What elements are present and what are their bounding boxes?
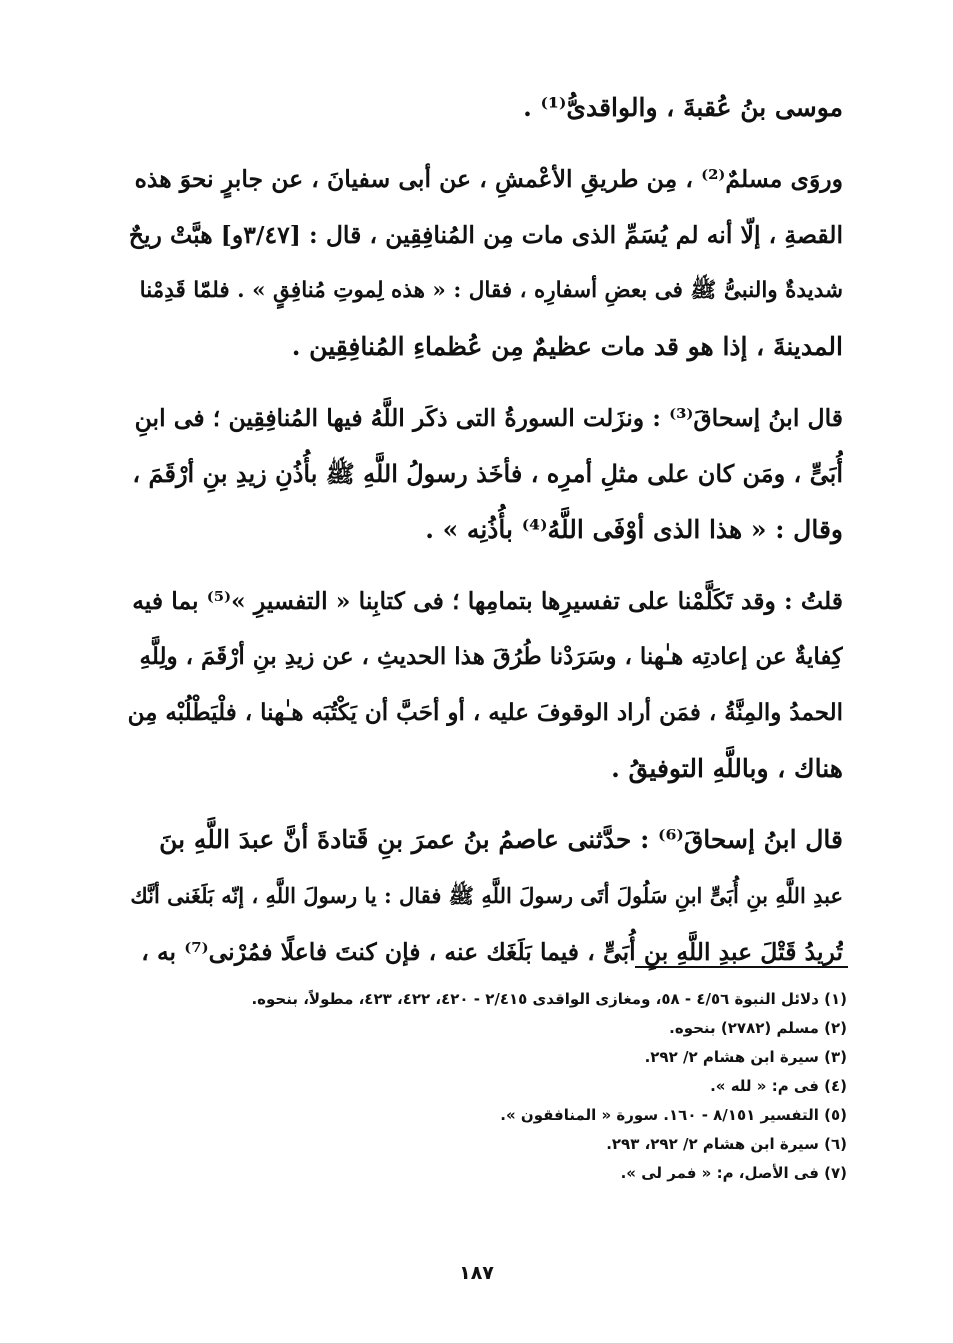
footnotes [127, 985, 847, 1188]
text-line: موسى بنُ عُقبةَ ، والواقدىُّ⁽¹⁾ . [523, 93, 843, 122]
text-line: عبدِ اللَّهِ بنِ أُبَىٍّ ابنِ سَلُولَ أتَى رسولَ اللَّهِ ﷺ فقال : يا رسولَ اللَّهِ ، إنّه بَلَغَنى أنَّك [130, 883, 843, 908]
footnote-separator [635, 966, 848, 968]
text-line: الحمدُ والمِنَّةُ ، فمَن أراد الوقوفَ عليه ، أو أحَبَّ أن يَكْتُبَه هـٰهنا ، فلْيَطْلُبْه مِن [128, 699, 843, 726]
text-line: قال ابنُ إسحاقَ⁽³⁾ : ونزَلت السورةُ التى ذكَر اللَّهُ فيها المُنافِقِين ؛ فى ابنِ [134, 404, 843, 432]
footnote: (١) دلائل النبوة ٤/٥٦ - ٥٨، ومغازى الواقدى ٢/٤١٥ - ٤٢٠، ٤٢٢، ٤٢٣، مطولاً، بنحوه. [251, 990, 847, 1008]
text-line: وروَى مسلمٌ⁽²⁾ ، مِن طريقِ الأعْمشِ ، عن أبى سفيانَ ، عن جابرٍ نحوَ هذه [134, 165, 843, 193]
text-line: هناك ، وباللَّهِ التوفيقُ . [611, 754, 843, 783]
paragraph [128, 80, 843, 136]
text-line: قال ابنُ إسحاقَ⁽⁶⁾ : حدَّثنى عاصمُ بنُ عمرَ بنِ قَتادةَ أنَّ عبدَ اللَّهِ بنَ [159, 825, 843, 854]
footnote: (٥) التفسير ٨/١٥١ - ١٦٠. سورة « المنافقون ». [500, 1106, 847, 1124]
paragraph [128, 573, 843, 797]
footnote: (٧) فى الأصل، م: « فمر لى ». [620, 1164, 847, 1182]
paragraph [128, 390, 843, 558]
footnote: (٤) فى م: « لله ». [710, 1077, 847, 1095]
text-line: القصةِ ، إلّا أنه لم يُسَمِّ الذى مات مِن المُنافِقِين ، قال : [٣/٤٧و] هبَّتْ ريحٌ [128, 221, 843, 249]
text-line: المدينةَ ، إذا هو قد مات عظيمٌ مِن عُظماءِ المُنافِقِين . [291, 332, 843, 361]
footnote: (٢) مسلم (٢٧٨٢) بنحوه. [669, 1019, 847, 1037]
text-line: كِفايةٌ عن إعادتِه هـٰهنا ، وسَرَدْنا طُرُقَ هذا الحديثِ ، عن زيدِ بنِ أرْقَمَ ، ولِلَّهِ [139, 643, 843, 670]
page-number: ١٨٧ [459, 1262, 494, 1284]
text-line: قلتُ : وقد تَكَلَّمْنا على تفسيرِها بتمامِها ؛ فى كتابِنا « التفسيرِ »⁽⁵⁾ بما فيه [132, 587, 843, 615]
footnote: (٣) سيرة ابن هشام ٢/ ٢٩٢. [644, 1048, 847, 1066]
text-line: شديدةٌ والنبىُّ ﷺ فى بعضِ أسفارِه ، فقال : « هذه لِموتِ مُنافِقٍ » . فلمّا قَدِمْنا [139, 278, 843, 303]
text-line: أُبَىٍّ ، ومَن كان على مثلِ أمرِه ، فأخَذ رسولُ اللَّهِ ﷺ بأُذُنِ زيدِ بنِ أرْقَمَ ، [132, 459, 843, 488]
footnote: (٦) سيرة ابن هشام ٢/ ٢٩٢، ٢٩٣. [606, 1135, 847, 1153]
paragraph [128, 151, 843, 375]
paragraph [128, 812, 843, 980]
text-line: وقال : « هذا الذى أوْفَى اللَّهُ⁽⁴⁾ بأُذُنِه » . [425, 515, 843, 544]
main-text [128, 80, 843, 995]
text-line: تُريدُ قَتْلَ عبدِ اللَّهِ بنِ أُبَىٍّ ، فيما بَلَغَك عنه ، فإن كنتَ فاعلًا فمُرْنى⁽⁷⁾ به ، [141, 938, 843, 966]
